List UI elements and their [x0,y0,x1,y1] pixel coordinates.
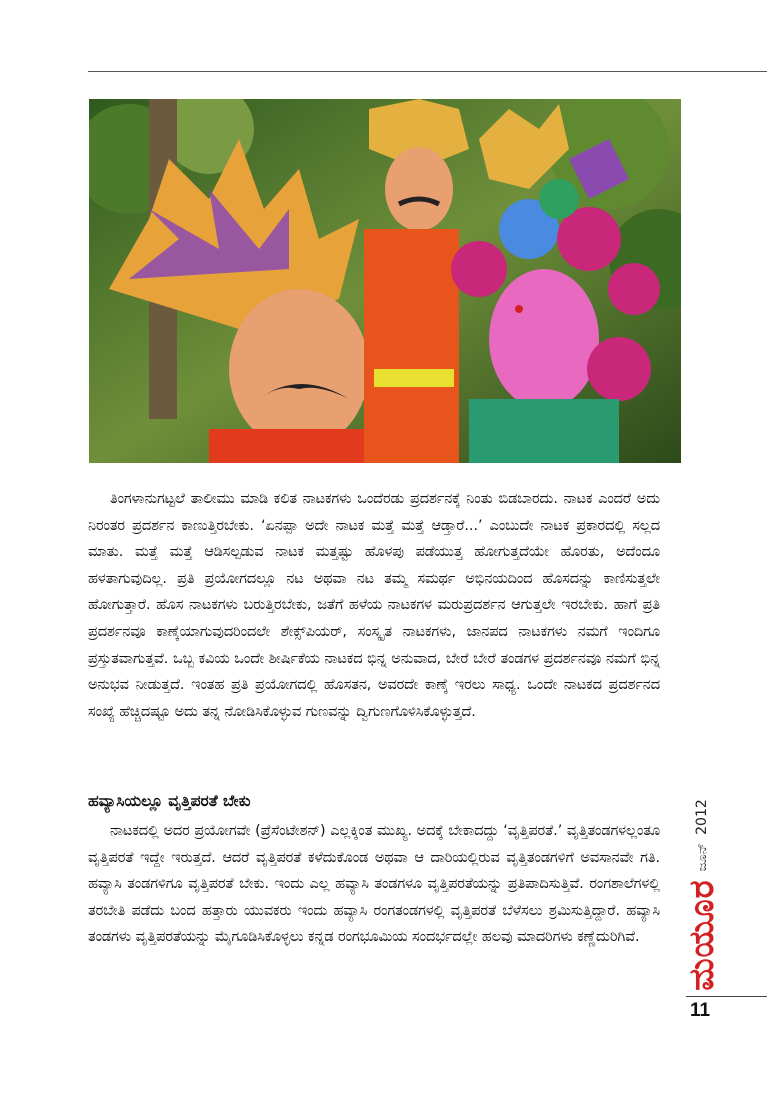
issue-month: ಜೂನ್ [694,842,710,872]
article-body-paragraph-2 [88,818,660,951]
page-number: 11 [690,1000,711,1021]
article-photo [89,99,681,463]
paragraph: ತಿಂಗಳಾನುಗಟ್ಟಲೆ ತಾಲೀಮು ಮಾಡಿ ಕಲಿತ ನಾಟಕಗಳು ಒಂದೆರಡು ಪ್ರದರ್ಶನಕ್ಕೆ ನಿಂತು ಬಿಡಬಾರದು. ನಾಟಕ ಎಂದರೆ ಅದು ನಿರಂತರ ಪ್ರದರ್ಶನ ಕಾಣುತ್ತಿರಬೇಕು. ‘ಏನಪ್ಪಾ ಅದೇ ನಾಟಕ ಮತ್ತೆ ಮತ್ತೆ ಆಡ್ತಾರೆ...’ ಎಂಬುದೇ ನಾಟಕ ಪ್ರಕಾರದಲ್ಲಿ ಸಲ್ಲದ ಮಾತು. ಮತ್ತೆ ಮತ್ತೆ ಆಡಿಸಲ್ಪಡುವ ನಾಟಕ ಮತ್ತಷ್ಟು ಹೊಳಪು ಪಡೆಯುತ್ತ ಹೋಗುತ್ತದೆಯೇ ಹೊರತು, ಅದೆಂದೂ ಹಳತಾಗುವುದಿಲ್ಲ. ಪ್ರತಿ ಪ್ರಯೋಗದಲ್ಲೂ ನಟ ಅಥವಾ ನಟ ತಮ್ಮ ಸಮರ್ಥ ಅಭಿನಯದಿಂದ ಹೊಸದನ್ನು ಕಾಣಿಸುತ್ತಲೇ ಹೋಗುತ್ತಾರೆ. ಹೊಸ ನಾಟಕಗಳು ಬರುತ್ತಿರಬೇಕು, ಜತೆಗೆ ಹಳೆಯ ನಾಟಕಗಳ ಮರುಪ್ರದರ್ಶನ ಆಗುತ್ತಲೇ ಇರಬೇಕು. ಹಾಗೆ ಪ್ರತಿ ಪ್ರದರ್ಶನವೂ ಕಾಣ್ಕೆಯಾಗುವುದರಿಂದಲೇ ಶೇಕ್ಸ್‌ಪಿಯರ್, ಸಂಸ್ಕೃತ ನಾಟಕಗಳು, ಜಾನಪದ ನಾಟಕಗಳು ನಮಗೆ ಇಂದಿಗೂ ಪ್ರಸ್ತುತವಾಗುತ್ತವೆ. ಒಬ್ಬ ಕವಿಯ ಒಂದೇ ಶೀರ್ಷಿಕೆಯ ನಾಟಕದ ಭಿನ್ನ ಅನುವಾದ, ಬೇರೆ ಬೇರೆ ತಂಡಗಳ ಪ್ರದರ್ಶನವೂ ನಮಗೆ ಭಿನ್ನ ಅನುಭವ ನೀಡುತ್ತದೆ. ಇಂತಹ ಪ್ರತಿ ಪ್ರಯೋಗದಲ್ಲಿ ಹೊಸತನ, ಅವರದೇ ಕಾಣ್ಕೆ ಇರಲು ಸಾಧ್ಯ. ಒಂದೇ ನಾಟಕದ ಪ್ರದರ್ಶನದ ಸಂಖ್ಯೆ ಹೆಚ್ಚಿದಷ್ಟೂ ಅದು ತನ್ನ ನೋಡಿಸಿಕೊಳ್ಳುವ ಗುಣವನ್ನು ದ್ವಿಗುಣಗೊಳಿಸಿಕೊಳ್ಳುತ್ತದೆ. [88,491,660,720]
paragraph: ನಾಟಕದಲ್ಲಿ ಅದರ ಪ್ರಯೋಗವೇ (ಪ್ರೆಸೆಂಟೇಶನ್) ಎಲ್ಲಕ್ಕಿಂತ ಮುಖ್ಯ. ಅದಕ್ಕೆ ಬೇಕಾದದ್ದು ‘ವೃತ್ತಿಪರತೆ.’ ವೃತ್ತಿತಂಡಗಳಲ್ಲಂತೂ ವೃತ್ತಿಪರತೆ ಇದ್ದೇ ಇರುತ್ತದೆ. ಆದರೆ ವೃತ್ತಿಪರತೆ ಕಳೆದುಕೊಂಡ ಅಥವಾ ಆ ದಾರಿಯಲ್ಲಿರುವ ವೃತ್ತಿತಂಡಗಳಿಗೆ ಅವಸಾನವೇ ಗತಿ. ಹವ್ಯಾಸಿ ತಂಡಗಳಿಗೂ ವೃತ್ತಿಪರತೆ ಬೇಕು. ಇಂದು ಎಲ್ಲ ಹವ್ಯಾಸಿ ತಂಡಗಳೂ ವೃತ್ತಿಪರತೆಯನ್ನು ಪ್ರತಿಪಾದಿಸುತ್ತಿವೆ. ರಂಗಶಾಲೆಗಳಲ್ಲಿ ತರಬೇತಿ ಪಡೆದು ಬಂದ ಹತ್ತಾರು ಯುವಕರು ಇಂದು ಹವ್ಯಾಸಿ ರಂಗತಂಡಗಳಲ್ಲಿ ವೃತ್ತಿಪರತೆ ಬೆಳೆಸಲು ಶ್ರಮಿಸುತ್ತಿದ್ದಾರೆ. ಹವ್ಯಾಸಿ ತಂಡಗಳು ವೃತ್ತಿಪರತೆಯನ್ನು ಮೈಗೂಡಿಸಿಕೊಳ್ಳಲು ಕನ್ನಡ ರಂಗಭೂಮಿಯ ಸಂದರ್ಭದಲ್ಲೇ ಹಲವು ಮಾದರಿಗಳು ಕಣ್ಣೆದುರಿಗಿವೆ. [88,823,660,946]
issue-year: 2012 [694,799,710,835]
article-body-paragraph-1 [88,486,660,725]
vertical-masthead [680,800,724,990]
footer-rule [686,996,767,997]
header-rule [88,71,767,72]
magazine-logo: ಮಯೂರ [682,879,722,991]
yakshagana-masked-performers-photo [89,99,681,463]
section-heading: ಹವ್ಯಾಸಿಯಲ್ಲೂ ವೃತ್ತಿಪರತೆ ಬೇಕು [88,792,251,810]
